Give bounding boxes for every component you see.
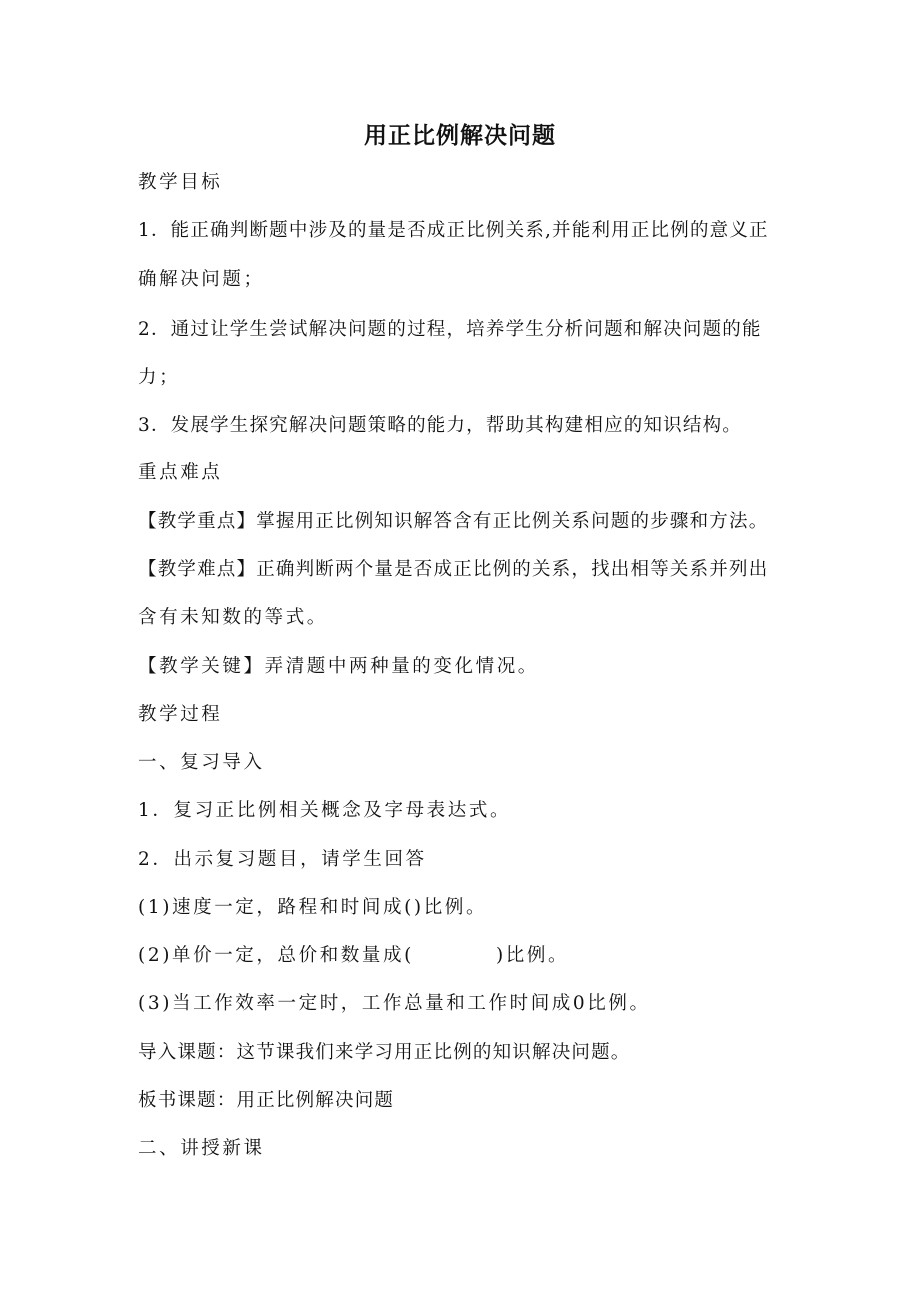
question-2-part-1: (2)单价一定，总价和数量成(	[138, 945, 414, 966]
difficulty-line-1: 【教学难点】正确判断两个量是否成正比例的关系，找出相等关系并列出	[138, 559, 769, 580]
heading-process: 教学过程	[138, 704, 223, 725]
section-1-item-1: 1．复习正比例相关概念及字母表达式。	[138, 800, 512, 821]
objective-1-line-2: 确解决问题；	[138, 269, 265, 290]
key-point: 【教学重点】掌握用正比例知识解答含有正比例关系问题的步骤和方法。	[138, 511, 769, 532]
objective-2-line-2: 力；	[138, 367, 181, 388]
question-3: (3)当工作效率一定时，工作总量和工作时间成0比例。	[138, 993, 651, 1014]
objective-2-line-1: 2．通过让学生尝试解决问题的过程，培养学生分析问题和解决问题的能	[138, 319, 762, 340]
question-2	[138, 942, 569, 970]
board-topic: 板书课题：用正比例解决问题	[138, 1090, 395, 1111]
objective-3: 3．发展学生探究解决问题策略的能力，帮助其构建相应的知识结构。	[138, 415, 742, 436]
key-link: 【教学关键】弄清题中两种量的变化情况。	[138, 656, 539, 677]
section-1-item-2: 2．出示复习题目，请学生回答	[138, 849, 427, 870]
intro-topic: 导入课题：这节课我们来学习用正比例的知识解决问题。	[138, 1042, 631, 1063]
difficulty-line-2: 含有未知数的等式。	[138, 607, 328, 628]
section-1-heading: 一、复习导入	[138, 752, 265, 773]
objective-1-line-1: 1．能正确判断题中涉及的量是否成正比例关系,并能利用正比例的意义正	[138, 220, 769, 241]
question-2-part-2: )比例。	[495, 945, 570, 966]
document-title: 用正比例解决问题	[364, 123, 556, 149]
question-1: (1)速度一定，路程和时间成()比例。	[138, 897, 488, 918]
heading-objectives: 教学目标	[138, 172, 223, 193]
section-2-heading: 二、讲授新课	[138, 1138, 265, 1159]
heading-key-points: 重点难点	[138, 462, 223, 483]
